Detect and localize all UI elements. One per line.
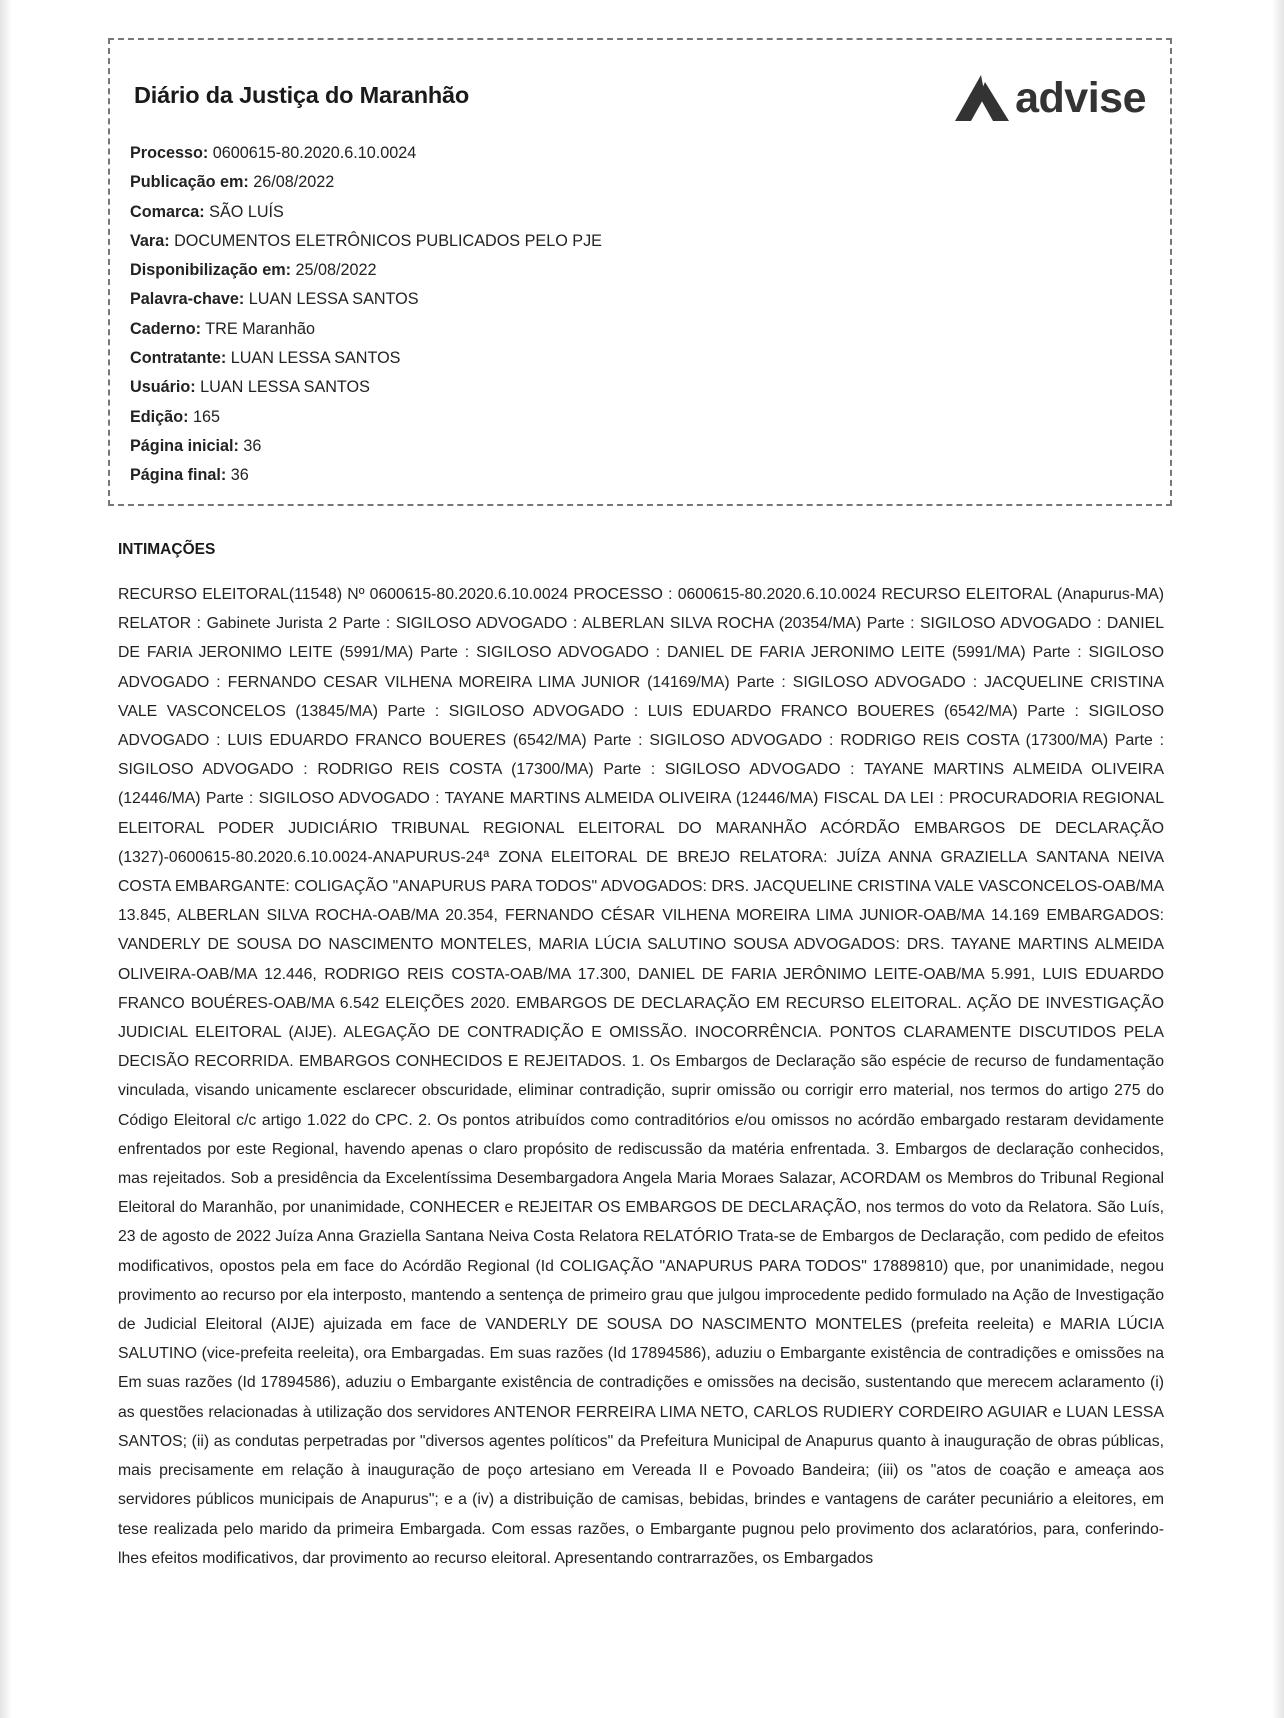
page-left-edge [0, 0, 12, 1718]
metadata-value: DOCUMENTOS ELETRÔNICOS PUBLICADOS PELO PJE [174, 231, 602, 250]
advise-logo [955, 70, 1146, 126]
metadata-label: Disponibilização em: [130, 261, 292, 280]
metadata-row-publicacao [130, 168, 602, 197]
metadata-label: Comarca: [130, 202, 205, 221]
metadata-value: LUAN LESSA SANTOS [248, 290, 419, 309]
metadata-row-contratante [130, 344, 602, 373]
metadata-value: 25/08/2022 [295, 261, 377, 280]
metadata-label: Página final: [130, 466, 227, 485]
metadata-row-palavra-chave [130, 285, 602, 314]
metadata-row-usuario [130, 373, 602, 402]
metadata-row-processo [130, 139, 602, 168]
metadata-row-disponibilizacao [130, 256, 602, 285]
metadata-label: Caderno: [130, 319, 202, 338]
document-header-box [108, 38, 1172, 506]
metadata-list [130, 139, 602, 491]
metadata-row-edicao [130, 403, 602, 432]
page-right-edge [1272, 0, 1284, 1718]
metadata-row-vara [130, 227, 602, 256]
advise-a-icon [955, 75, 1011, 121]
metadata-label: Publicação em: [130, 173, 249, 192]
metadata-value: LUAN LESSA SANTOS [230, 349, 401, 368]
metadata-value: LUAN LESSA SANTOS [200, 378, 370, 397]
metadata-value: 0600615-80.2020.6.10.0024 [212, 144, 417, 162]
metadata-row-caderno [130, 315, 602, 344]
metadata-label: Usuário: [130, 378, 196, 397]
metadata-value: 165 [192, 407, 220, 426]
metadata-row-pagina-inicial [130, 432, 602, 461]
metadata-label: Página inicial: [130, 436, 239, 455]
metadata-label: Edição: [130, 407, 189, 426]
metadata-label: Palavra-chave: [130, 290, 245, 309]
publication-body-text: RECURSO ELEITORAL(11548) Nº 0600615-80.2020.6.10.0024 PROCESSO : 0600615-80.2020.6.10.0024 RECURSO ELEITORAL (Anapurus-MA) RELATOR : Gabinete Jurista 2 Parte : SIGILOSO ADVOGADO : ALBERLAN SILVA ROCHA (20354/MA) Parte : SIGILOSO ADVOGADO : DANIEL DE FARIA JERONIMO LEITE (5991/MA) Parte : SIGILOSO ADVOGADO : DANIEL DE FARIA JERONIMO LEITE (5991/MA) Parte : SIGILOSO ADVOGADO : FERNANDO CESAR VILHENA MOREIRA LIMA JUNIOR (14169/MA) Parte : SIGILOSO ADVOGADO : JACQUELINE CRISTINA VALE VASCONCELOS (13845/MA) Parte : SIGILOSO ADVOGADO : LUIS EDUARDO FRANCO BOUERES (6542/MA) Parte : SIGILOSO ADVOGADO : LUIS EDUARDO FRANCO BOUERES (6542/MA) Parte : SIGILOSO ADVOGADO : RODRIGO REIS COSTA (17300/MA) Parte : SIGILOSO ADVOGADO : RODRIGO REIS COSTA (17300/MA) Parte : SIGILOSO ADVOGADO : TAYANE MARTINS ALMEIDA OLIVEIRA (12446/MA) Parte : SIGILOSO ADVOGADO : TAYANE MARTINS ALMEIDA OLIVEIRA (12446/MA) FISCAL DA LEI : PROCURADORIA REGIONAL ELEITORAL PODER JUDICIÁRIO TRIBUNAL REGIONAL ELEITORAL DO MARANHÃO ACÓRDÃO EMBARGOS DE DECLARAÇÃO (1327)-0600615-80.2020.6.10.0024-ANAPURUS-24ª ZONA ELEITORAL DE BREJO RELATORA: JUÍZA ANNA GRAZIELLA SANTANA NEIVA COSTA EMBARGANTE: COLIGAÇÃO "ANAPURUS PARA TODOS" ADVOGADOS: DRS. JACQUELINE CRISTINA VALE VASCONCELOS-OAB/MA 13.845, ALBERLAN SILVA ROCHA-OAB/MA 20.354, FERNANDO CÉSAR VILHENA MOREIRA LIMA JUNIOR-OAB/MA 14.169 EMBARGADOS: VANDERLY DE SOUSA DO NASCIMENTO MONTELES, MARIA LÚCIA SALUTINO SOUSA ADVOGADOS: DRS. TAYANE MARTINS ALMEIDA OLIVEIRA-OAB/MA 12.446, RODRIGO REIS COSTA-OAB/MA 17.300, DANIEL DE FARIA JERÔNIMO LEITE-OAB/MA 5.991, LUIS EDUARDO FRANCO BOUÉRES-OAB/MA 6.542 ELEIÇÕES 2020. EMBARGOS DE DECLARAÇÃO EM RECURSO ELEITORAL. AÇÃO DE INVESTIGAÇÃO JUDICIAL ELEITORAL (AIJE). ALEGAÇÃO DE CONTRADIÇÃO E OMISSÃO. INOCORRÊNCIA. PONTOS CLARAMENTE DISCUTIDOS PELA DECISÃO RECORRIDA. EMBARGOS CONHECIDOS E REJEITADOS. 1. Os Embargos de Declaração são espécie de recurso de fundamentação vinculada, visando unicamente esclarecer obscuridade, eliminar contradição, suprir omissão ou corrigir erro material, nos termos do artigo 275 do Código Eleitoral c/c artigo 1.022 do CPC. 2. Os pontos atribuídos como contraditórios e/ou omissos no acórdão embargado restaram devidamente enfrentados por este Regional, havendo apenas o claro propósito de rediscussão da matéria enfrentada. 3. Embargos de declaração conhecidos, mas rejeitados. Sob a presidência da Excelentíssima Desembargadora Angela Maria Moraes Salazar, ACORDAM os Membros do Tribunal Regional Eleitoral do Maranhão, por unanimidade, CONHECER e REJEITAR OS EMBARGOS DE DECLARAÇÃO, nos termos do voto da Relatora. São Luís, 23 de agosto de 2022 Juíza Anna Graziella Santana Neiva Costa Relatora RELATÓRIO Trata-se de Embargos de Declaração, com pedido de efeitos modificativos, opostos pela em face do Acórdão Regional (Id COLIGAÇÃO "ANAPURUS PARA TODOS" 17889810) que, por unanimidade, negou provimento ao recurso por ela interposto, mantendo a sentença de primeiro grau que julgou improcedente pedido formulado na Ação de Investigação de Judicial Eleitoral (AIJE) ajuizada em face de VANDERLY DE SOUSA DO NASCIMENTO MONTELES (prefeita reeleita) e MARIA LÚCIA SALUTINO (vice-prefeita reeleita), ora Embargadas. Em suas razões (Id 17894586), aduziu o Embargante existência de contradições e omissões na Em suas razões (Id 17894586), aduziu o Embargante existência de contradições e omissões na decisão, sustentando que merecem aclaramento (i) as questões relacionadas à utilização dos servidores ANTENOR FERREIRA LIMA NETO, CARLOS RUDIERY CORDEIRO AGUIAR e LUAN LESSA SANTOS; (ii) as condutas perpetradas por "diversos agentes políticos" da Prefeitura Municipal de Anapurus quanto à inauguração de obras públicas, mais precisamente em relação à inauguração de poço artesiano em Vereada II e Povoado Bandeira; (iii) os "atos de coação e ameaça aos servidores públicos municipais de Anapurus"; e a (iv) a distribuição de camisas, bebidas, brindes e vantagens de caráter pecuniário a eleitores, em tese realizada pelo marido da primeira Embargada. Com essas razões, o Embargante pugnou pelo provimento dos aclaratórios, para, conferindo-lhes efeitos modificativos, dar provimento ao recurso eleitoral. Apresentando contrarrazões, os Embargados [118, 586, 1164, 1567]
metadata-value: TRE Maranhão [205, 319, 316, 338]
document-title: Diário da Justiça do Maranhão [134, 82, 470, 108]
metadata-label: Contratante: [130, 349, 227, 368]
metadata-row-pagina-final [130, 461, 602, 490]
metadata-value: 36 [243, 436, 262, 455]
metadata-value: 36 [230, 466, 249, 485]
metadata-row-comarca [130, 198, 602, 227]
metadata-label: Processo: [130, 144, 209, 162]
advise-logo-text: advise [1015, 73, 1146, 122]
metadata-label: Vara: [130, 231, 170, 250]
metadata-value: SÃO LUÍS [209, 202, 284, 221]
section-title: INTIMAÇÕES [118, 541, 216, 558]
metadata-value: 26/08/2022 [253, 173, 335, 192]
